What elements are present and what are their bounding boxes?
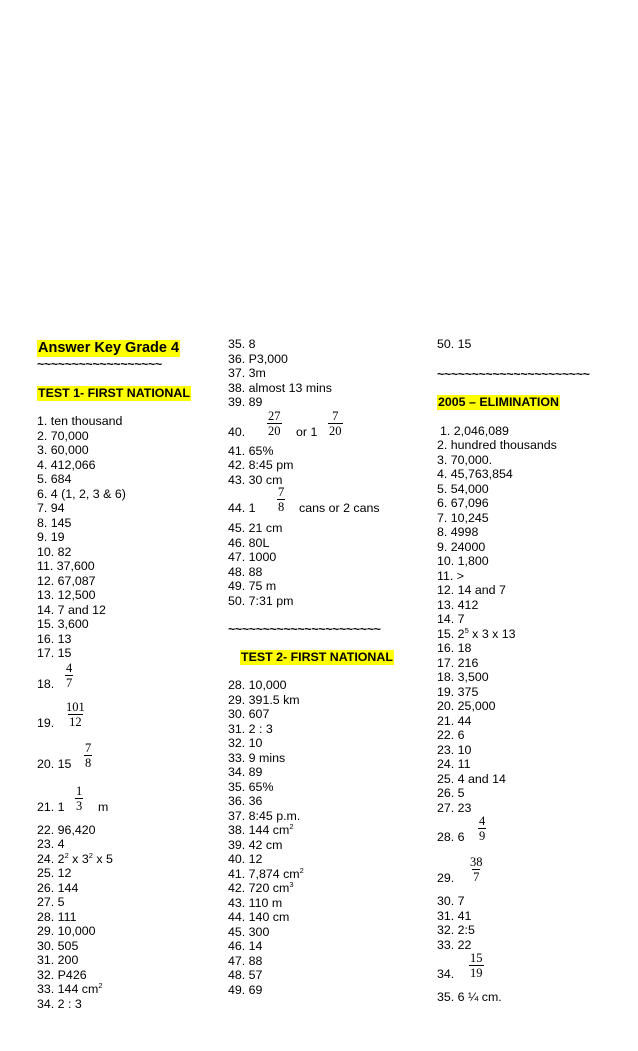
answer-26: 26. 144 [37, 880, 79, 895]
fraction-numerator: 27 [268, 408, 281, 423]
answer-17: 17. 15 [37, 646, 72, 660]
column-1 [37, 337, 217, 1011]
elim-answer-17: 17. 216 [437, 655, 479, 670]
elim-answer-1: 1. 2,046,089 [440, 423, 509, 438]
exponent: 5 [464, 625, 469, 635]
elim-answer-5: 5. 54,000 [437, 481, 489, 496]
elim-answer-19: 19. 375 [437, 684, 479, 699]
elim-answer-14: 14. 7 [437, 612, 465, 626]
elim-answer-34-fraction [469, 952, 484, 980]
answer-18-label: 18. [37, 676, 55, 691]
answer-47: 47. 88 [228, 953, 263, 968]
elim-answer-35: 35. 6 ¼ cm. [437, 990, 502, 1004]
answer-33 [37, 982, 217, 997]
answer-8: 8. 145 [37, 515, 72, 530]
fraction-denominator: 3 [76, 798, 83, 813]
answer-31: 31. 200 [37, 953, 79, 967]
elim-answer-15 [437, 627, 627, 642]
answer-28: 28. 111 [37, 909, 77, 924]
answer-18 [37, 662, 217, 692]
elim-answer-6: 6. 67,096 [437, 496, 489, 510]
answer-31: 31. 2 : 3 [228, 721, 273, 736]
page-title-row [37, 340, 217, 357]
answer-29: 29. 10,000 [37, 924, 96, 938]
answer-50: 50. 7:31 pm [228, 593, 294, 608]
answer-4: 4. 412,066 [37, 457, 96, 472]
answer-38 [228, 823, 428, 838]
test2-heading-row [228, 650, 428, 665]
answer-2: 2. 70,000 [37, 428, 89, 443]
answer-40-fraction [267, 410, 282, 438]
elim-answer-21: 21. 44 [437, 713, 472, 728]
answer-50: 50. 15 [437, 337, 472, 351]
answer-22: 22. 96,420 [37, 822, 96, 837]
elim-answer-15-tail: x 3 x 13 [468, 626, 516, 641]
elim-answer-20: 20. 25,000 [437, 699, 496, 713]
elim-answer-22: 22. 6 [437, 728, 465, 742]
fraction-denominator: 19 [470, 966, 483, 980]
answer-14: 14. 7 and 12 [37, 602, 106, 617]
elim-answer-8: 8. 4998 [437, 525, 479, 539]
elim-answer-34 [437, 952, 627, 982]
answer-18-fraction [65, 662, 73, 690]
answer-30: 30. 607 [228, 707, 270, 721]
elim-answer-4: 4. 45,763,854 [437, 467, 513, 481]
answer-48: 48. 57 [228, 968, 263, 982]
fraction-numerator: 7 [332, 408, 339, 423]
elim-answer-26: 26. 5 [437, 786, 465, 800]
answer-35: 35. 65% [228, 779, 274, 794]
elim-answer-2: 2. hundred thousands [437, 438, 557, 452]
answer-45: 45. 300 [228, 924, 270, 939]
answer-27: 27. 5 [37, 895, 65, 909]
answer-40-label: 40. [228, 424, 246, 439]
answer-34: 34. 2 : 3 [37, 996, 82, 1011]
answer-23: 23. 4 [37, 837, 65, 851]
fraction-denominator: 12 [69, 714, 82, 729]
answer-40-or: or 1 [296, 424, 318, 439]
answer-35: 35. 8 [228, 337, 256, 351]
answer-7: 7. 94 [37, 501, 65, 515]
fraction-numerator: 4 [479, 814, 486, 828]
elim-answer-24: 24. 11 [437, 757, 471, 771]
answer-46: 46. 14 [228, 939, 263, 953]
exponent: 2 [289, 821, 294, 831]
answer-44: 44. 140 cm [228, 910, 290, 924]
answer-41 [228, 867, 428, 882]
answer-44-label: 44. 1 [228, 501, 256, 515]
answer-19-fraction [65, 701, 86, 729]
fraction-denominator: 7 [473, 870, 480, 884]
answer-37: 37. 8:45 p.m. [228, 808, 301, 823]
fraction-numerator: 101 [66, 699, 85, 714]
answer-36: 36. 36 [228, 794, 263, 808]
elim-answer-31: 31. 41 [437, 908, 472, 923]
answer-43: 43. 110 m [228, 895, 283, 910]
answer-6: 6. 4 (1, 2, 3 & 6) [37, 486, 126, 501]
fraction-numerator: 7 [278, 485, 285, 499]
fraction-denominator: 7 [66, 675, 73, 690]
answer-5: 5. 684 [37, 472, 72, 486]
answer-20 [37, 742, 217, 772]
elimination-heading-row [437, 395, 627, 410]
answer-39: 39. 42 cm [228, 837, 283, 852]
elim-answer-3: 3. 70,000. [437, 452, 493, 467]
answer-30: 30. 505 [37, 938, 79, 953]
answer-37: 37. 3m [228, 366, 266, 380]
answer-44-fraction [277, 486, 285, 514]
answer-1: 1. ten thousand [37, 414, 123, 428]
answer-42-text: 42. 720 cm [228, 881, 290, 895]
answer-16: 16. 13 [37, 631, 72, 646]
answer-24-base: 24. 2 [37, 851, 65, 866]
answer-21-unit: m [98, 799, 109, 814]
elim-answer-13: 13. 412 [437, 597, 479, 612]
answer-47: 47. 1000 [228, 550, 277, 564]
answer-13: 13. 12,500 [37, 588, 96, 602]
answer-20-fraction [84, 742, 92, 770]
elim-answer-10: 10. 1,800 [437, 554, 489, 568]
elim-answer-33: 33. 22 [437, 937, 472, 952]
answer-21-fraction [75, 785, 83, 813]
answer-21 [37, 785, 217, 815]
answer-20-label: 20. 15 [37, 756, 72, 771]
answer-43: 43. 30 cm [228, 472, 283, 487]
fraction-denominator: 8 [278, 500, 285, 514]
tilde-separator: ~~~~~~~~~~~~~~~~~~ [37, 357, 162, 371]
answer-32: 32. 10 [228, 736, 263, 750]
answer-36: 36. P3,000 [228, 351, 288, 366]
answer-10: 10. 82 [37, 544, 72, 559]
answer-21-label: 21. 1 [37, 799, 65, 814]
elim-answer-28-fraction [478, 815, 486, 843]
answer-24-mid: x 3 [68, 851, 89, 866]
answer-19 [37, 701, 217, 731]
answer-9: 9. 19 [37, 530, 65, 544]
elim-answer-15-base: 15. 2 [437, 626, 465, 641]
answer-34: 34. 89 [228, 765, 263, 779]
fraction-numerator: 4 [66, 660, 73, 675]
answer-44 [228, 486, 428, 516]
elim-answer-25: 25. 4 and 14 [437, 771, 506, 786]
fraction-numerator: 15 [470, 951, 483, 965]
elim-answer-11: 11. > [437, 568, 464, 583]
answer-49: 49. 75 m [228, 579, 277, 593]
answer-33-text: 33. 144 cm [37, 982, 99, 996]
elim-answer-28 [437, 815, 627, 845]
elim-answer-28-label: 28. 6 [437, 830, 465, 844]
answer-29: 29. 391.5 km [228, 692, 300, 707]
exponent: 2 [64, 850, 69, 860]
fraction-denominator: 20 [329, 423, 342, 438]
answer-15: 15. 3,600 [37, 617, 89, 631]
elim-answer-29-label: 29. [437, 871, 455, 885]
answer-49: 49. 69 [228, 982, 263, 997]
answer-40 [228, 410, 428, 440]
answer-40-fraction-2 [328, 410, 343, 438]
elim-answer-7: 7. 10,245 [437, 510, 489, 525]
column-3 [437, 337, 627, 1005]
elim-answer-9: 9. 24000 [437, 539, 486, 554]
exponent: 2 [98, 980, 103, 990]
answer-24-tail: x 5 [92, 851, 113, 866]
answer-12: 12. 67,087 [37, 573, 96, 588]
answer-38: 38. almost 13 mins [228, 380, 332, 395]
fraction-numerator: 7 [85, 740, 92, 755]
elim-answer-29-fraction [469, 856, 484, 884]
answer-24 [37, 852, 217, 867]
exponent: 3 [289, 879, 294, 889]
answer-33: 33. 9 mins [228, 750, 286, 765]
answer-40: 40. 12 [228, 852, 263, 866]
answer-19-label: 19. [37, 715, 55, 730]
test1-heading: TEST 1- FIRST NATIONAL [38, 386, 190, 400]
answer-41: 41. 65% [228, 443, 274, 458]
test2-heading: TEST 2- FIRST NATIONAL [241, 650, 393, 664]
elim-answer-27: 27. 23 [437, 800, 472, 815]
elim-answer-18: 18. 3,500 [437, 670, 489, 684]
fraction-denominator: 9 [479, 829, 486, 843]
page-title: Answer Key Grade 4 [38, 340, 180, 356]
answer-3: 3. 60,000 [37, 443, 89, 457]
exponent: 2 [299, 865, 304, 875]
fraction-numerator: 1 [76, 783, 83, 798]
fraction-numerator: 38 [470, 855, 483, 869]
answer-41-text: 41. 7,874 cm [228, 866, 300, 881]
elim-answer-23: 23. 10 [437, 742, 472, 757]
answer-42 [228, 881, 428, 896]
elim-answer-32: 32. 2:5 [437, 923, 475, 937]
exponent: 2 [88, 850, 93, 860]
elimination-heading: 2005 – ELIMINATION [438, 394, 559, 409]
column-2 [228, 337, 428, 997]
elim-answer-12: 12. 14 and 7 [437, 583, 506, 597]
answer-38-text: 38. 144 cm [228, 823, 290, 837]
answer-45: 45. 21 cm [228, 521, 283, 535]
elim-answer-30: 30. 7 [437, 894, 465, 908]
answer-28: 28. 10,000 [228, 678, 287, 692]
answer-39: 39. 89 [228, 395, 263, 409]
answer-11: 11. 37,600 [37, 559, 95, 573]
tilde-separator: ~~~~~~~~~~~~~~~~~~~~~~ [437, 366, 590, 381]
elim-answer-29 [437, 856, 627, 886]
elim-answer-16: 16. 18 [437, 641, 472, 655]
answer-25: 25. 12 [37, 866, 72, 880]
fraction-denominator: 20 [268, 423, 281, 438]
answer-42: 42. 8:45 pm [228, 458, 294, 472]
tilde-separator: ~~~~~~~~~~~~~~~~~~~~~~ [228, 622, 381, 636]
answer-46: 46. 80L [228, 535, 270, 550]
answer-48: 48. 88 [228, 564, 263, 579]
fraction-denominator: 8 [85, 755, 92, 770]
answer-32: 32. P426 [37, 967, 87, 982]
elim-answer-34-label: 34. [437, 967, 455, 981]
test1-heading-row [37, 386, 217, 401]
answer-44-text: cans or 2 cans [299, 501, 380, 515]
